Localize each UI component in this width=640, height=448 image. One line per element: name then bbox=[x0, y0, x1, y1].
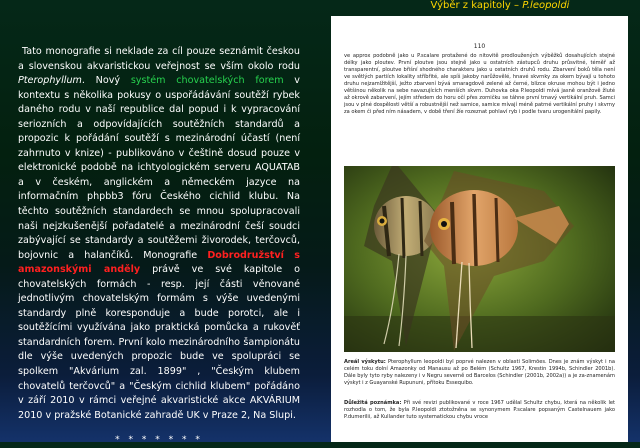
stars-divider: * * * * * * * bbox=[115, 435, 203, 446]
page-number: 110 bbox=[473, 43, 486, 50]
section-prefix: Výběr z kapitoly – bbox=[430, 0, 523, 11]
book-page-preview bbox=[331, 16, 628, 442]
forum-system-link[interactable]: systém chovatelských forem bbox=[130, 75, 284, 87]
photo-caption bbox=[344, 359, 615, 387]
description-text-4: právě ve své kapitole o chovatelských formách - resp. její části věnované jednotlivým chovatelským formám s výše uvedenými standardy plně koresponduje a bude porotci, ale i soutěžícími využívána jako praktická pomůcka a rukověť standardních forem. První kolo mezinárodního šampionátu dle výše uvedených propozic bude ve spolupráci se spolkem "Akvárium zal. 1899" , "Českým klubem chovatelů terčovců" a "Českým cichlid klubem" pořádáno v září 2010 v rámci veřejné akvaristické akce AKVÁRIUM 2010 v pražské Botanické zahradě UK v Praze 2, Na Slupi. bbox=[18, 264, 300, 421]
section-species: P.leopoldi bbox=[522, 0, 570, 11]
caption-label: Areál výskytu: bbox=[344, 359, 386, 365]
angelfish-illustration bbox=[344, 166, 615, 352]
note-label: Důležitá poznámka: bbox=[344, 400, 402, 406]
genus-name: Pterophyllum bbox=[18, 75, 82, 87]
description-text-1: Tato monografie si neklade za cíl pouze seznámit českou a slovenskou akvaristickou veřejnost se vším okolo rodu bbox=[18, 46, 300, 72]
important-note bbox=[344, 400, 615, 421]
monograph-description bbox=[18, 45, 300, 448]
caption-text: Pterophyllum leopoldi byl poprvé nalezen v oblasti Solimões. Dnes je znám výskyt i na celém toku dolní Amazonky od Manausu až po Belém (Schultz 1967, Krestin 1994b, Schindler 2001b). Dále byly tyto ryby nalezeny i v Negru severně od Barcelos (Schindler (2001b, 2002a)) a je za-znamenám výskyt i z Guayanské Rupununi, přítoku Essequibo. bbox=[344, 359, 615, 386]
adventure-book-link[interactable]: Dobrodružství s amazonskými anděly bbox=[18, 249, 300, 276]
description-text-2: . Nový bbox=[81, 75, 131, 87]
description-paragraph bbox=[18, 45, 300, 423]
angelfish-photo bbox=[344, 166, 615, 352]
description-text-3: v kontextu s několika pokusy o uspořádávání soutěží rybek daného rodu v naší republice dal popud i k vypracování seriozních a odpovídajících soutěžních standardů a propozic k pořádání soutěží s mezinárodní účastí (není zahrnuto v knize) - publikováno v češtině dosud pouze v elektronické podobě na ichtyologickém serveru AQUATAB a v českém, anglickém a německém jazyce na informačním phpbb3 fóru Českého cichlid klubu. Na těchto soutěžních standardech se mnou spolupracovali naši nejzkušenější pořadatelé a mezinárodní češí soudci zabývající se standardy a soutěžemi živorodek, terčovců, bojovnic a halančíků. Monografie bbox=[18, 75, 300, 261]
note-text: Při své revizi publikované v roce 1967 udělal Schultz chybu, která na několik let rozhodla o tom, že byla P.leopoldi ztotožněna se synonymem P.scalare popsaným Castelnauem jako P.dumerilii, až Kullander tuto systematickou chybu vroce bbox=[344, 400, 615, 420]
chapter-selection-title bbox=[380, 0, 620, 11]
page-body-text: ve approx podobně jako u P.scalare protažené do nitovitě prodloužených výběžků dosahujících stejné délky jako ploutev. První ploutve jsou stejně jako u ostatních zástupců druhu průsvitné, téměř až transparentní, ploutve břišní shodného charakteru jako u ostatních druhů rodu. Zbarvení boků těla není ve světlých partiích lokality stříbřité, ale spíš jakoby narůžovělé, hnavé skvrnky za okem bývají u tohoto druhu nejzamlžitější, ježto zbarvení bývá smaragdově zelené až černé, blízce okruse mohou být i jedno většinou několik na sebe navazujících menších skvrn. Duhovka oka P.leopoldi mívá jasně oranžově žluté až okrově zabarvení, jejím středem do horu očí přes zorničku se táhne první tmavý vertikální pruh. Samci jsou v plné dospělosti větší a robustnější než samice, samice mívají méně patrné vertikální pruhy i skvrny za okem či před ním násadem, v době tření žíe rozeznat pohlaví ryb i podle tvaru urogenitální papily. bbox=[344, 53, 615, 115]
